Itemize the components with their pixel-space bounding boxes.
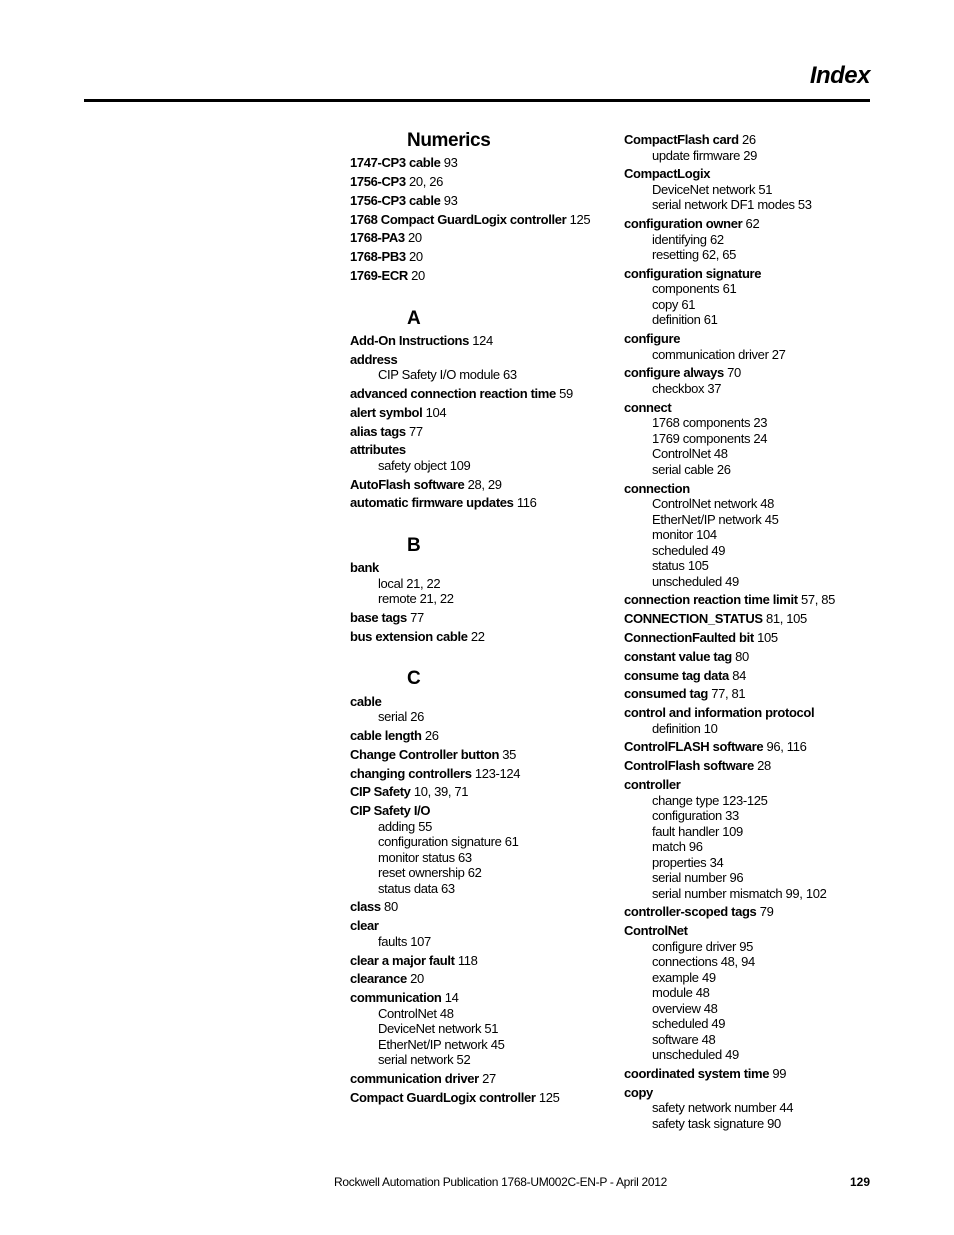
index-subentry: serial network DF1 modes 53 bbox=[652, 197, 812, 213]
index-pages: 81, 105 bbox=[762, 611, 807, 627]
index-term: ConnectionFaulted bit bbox=[624, 629, 754, 645]
index-term: cable bbox=[350, 693, 382, 709]
index-subentry: serial network 52 bbox=[378, 1052, 471, 1068]
index-section-heading: Numerics bbox=[407, 130, 491, 151]
index-section-heading: A bbox=[407, 307, 421, 329]
index-pages: 125 bbox=[566, 211, 591, 227]
index-entry bbox=[350, 268, 610, 284]
index-term: CIP Safety bbox=[350, 784, 411, 800]
index-entry bbox=[350, 386, 610, 402]
index-pages: 77 bbox=[405, 423, 423, 439]
index-term: ControlNet bbox=[624, 923, 688, 939]
index-entry bbox=[350, 405, 610, 421]
index-entry bbox=[350, 728, 610, 744]
index-pages: 62 bbox=[742, 216, 760, 232]
index-term: CONNECTION_STATUS bbox=[624, 611, 763, 627]
index-entry bbox=[624, 668, 864, 684]
index-entry bbox=[624, 1066, 864, 1082]
index-subentry: safety network number 44 bbox=[652, 1100, 794, 1116]
index-term: ControlFLASH software bbox=[624, 739, 764, 755]
index-pages: 14 bbox=[441, 990, 459, 1006]
index-term: configure bbox=[624, 331, 681, 347]
index-term: clear bbox=[350, 918, 379, 934]
index-entry bbox=[624, 166, 864, 182]
index-entry bbox=[624, 216, 864, 232]
index-entry bbox=[624, 365, 864, 381]
footer-page-number: 129 bbox=[849, 1175, 870, 1189]
index-entry bbox=[350, 766, 610, 782]
index-entry bbox=[350, 953, 610, 969]
index-subentry: unscheduled 49 bbox=[652, 573, 739, 589]
index-term: alias tags bbox=[350, 423, 406, 439]
index-subentry: resetting 62, 65 bbox=[652, 247, 737, 263]
index-entry bbox=[350, 424, 610, 440]
index-term: configuration signature bbox=[624, 265, 762, 281]
index-subentry: software 48 bbox=[652, 1031, 716, 1047]
index-entry bbox=[624, 1085, 864, 1101]
index-subentry: DeviceNet network 51 bbox=[652, 181, 773, 197]
index-pages: 79 bbox=[756, 904, 774, 920]
index-subentry: ControlNet 48 bbox=[652, 446, 728, 462]
index-subentry: copy 61 bbox=[652, 296, 696, 312]
index-entry bbox=[350, 560, 610, 576]
index-term: clearance bbox=[350, 971, 407, 987]
index-subentry: components 61 bbox=[652, 281, 737, 297]
index-subentry: scheduled 49 bbox=[652, 1016, 726, 1032]
index-subentry: DeviceNet network 51 bbox=[378, 1021, 499, 1037]
index-subentry: scheduled 49 bbox=[652, 542, 726, 558]
index-subentry: fault handler 109 bbox=[652, 823, 743, 839]
index-entry bbox=[624, 611, 864, 627]
index-subentry: reset ownership 62 bbox=[378, 865, 482, 881]
index-term: 1769-ECR bbox=[350, 268, 408, 284]
index-term: consumed tag bbox=[624, 686, 708, 702]
index-pages: 84 bbox=[728, 667, 746, 683]
index-entry bbox=[624, 400, 864, 416]
index-subentry: communication driver 27 bbox=[652, 346, 786, 362]
index-pages: 125 bbox=[535, 1089, 560, 1105]
index-subentry: ControlNet network 48 bbox=[652, 496, 774, 512]
index-term: 1768-PB3 bbox=[350, 249, 406, 265]
index-term: base tags bbox=[350, 610, 407, 626]
index-term: coordinated system time bbox=[624, 1065, 770, 1081]
index-subentry: unscheduled 49 bbox=[652, 1047, 739, 1063]
page-title: Index bbox=[809, 62, 870, 89]
index-entry bbox=[350, 230, 610, 246]
index-subentry: overview 48 bbox=[652, 1000, 718, 1016]
index-entry bbox=[350, 899, 610, 915]
index-entry bbox=[350, 803, 610, 819]
index-entry bbox=[350, 629, 610, 645]
index-term: controller-scoped tags bbox=[624, 904, 757, 920]
index-entry bbox=[624, 904, 864, 920]
index-term: controller bbox=[624, 777, 681, 793]
index-subentry: 1768 components 23 bbox=[652, 415, 768, 431]
index-subentry: serial 26 bbox=[378, 709, 424, 725]
index-pages: 123-124 bbox=[471, 765, 521, 781]
index-pages: 124 bbox=[469, 332, 493, 348]
index-pages: 35 bbox=[499, 746, 517, 762]
index-pages: 22 bbox=[467, 628, 485, 644]
title-rule bbox=[84, 99, 870, 102]
index-entry bbox=[624, 923, 864, 939]
index-term: Change Controller button bbox=[350, 746, 500, 762]
index-entry bbox=[624, 331, 864, 347]
index-subentry: status 105 bbox=[652, 558, 709, 574]
index-column-left bbox=[350, 130, 610, 1105]
index-pages: 77, 81 bbox=[707, 686, 746, 702]
index-term: Add-On Instructions bbox=[350, 332, 470, 348]
index-pages: 93 bbox=[440, 192, 458, 208]
index-term: ControlFlash software bbox=[624, 758, 754, 774]
index-entry bbox=[350, 1071, 610, 1087]
index-subentry: connections 48, 94 bbox=[652, 954, 755, 970]
index-subentry: local 21, 22 bbox=[378, 575, 441, 591]
index-term: cable length bbox=[350, 727, 422, 743]
index-pages: 80 bbox=[731, 648, 749, 664]
index-subentry: serial number 96 bbox=[652, 870, 744, 886]
index-entry bbox=[624, 481, 864, 497]
index-entry bbox=[624, 758, 864, 774]
index-subentry: identifying 62 bbox=[652, 231, 724, 247]
index-subentry: faults 107 bbox=[378, 933, 431, 949]
index-pages: 77 bbox=[406, 610, 424, 626]
index-subentry: status data 63 bbox=[378, 880, 455, 896]
index-subentry: module 48 bbox=[652, 985, 710, 1001]
index-subentry: change type 123-125 bbox=[652, 792, 768, 808]
index-term: clear a major fault bbox=[350, 952, 455, 968]
index-entry bbox=[350, 352, 610, 368]
index-pages: 99 bbox=[769, 1065, 787, 1081]
index-entry bbox=[624, 705, 864, 721]
index-term: Compact GuardLogix controller bbox=[350, 1089, 536, 1105]
index-pages: 70 bbox=[723, 365, 741, 381]
index-subentry: monitor status 63 bbox=[378, 849, 472, 865]
index-term: bank bbox=[350, 560, 379, 576]
index-entry bbox=[350, 155, 610, 171]
index-pages: 57, 85 bbox=[797, 592, 836, 608]
index-term: automatic firmware updates bbox=[350, 495, 514, 511]
index-term: constant value tag bbox=[624, 648, 732, 664]
index-column-right bbox=[624, 130, 864, 1131]
index-section-heading: C bbox=[407, 668, 421, 690]
index-term: connect bbox=[624, 399, 672, 415]
index-entry bbox=[350, 918, 610, 934]
index-subentry: configuration 33 bbox=[652, 808, 739, 824]
index-pages: 20 bbox=[404, 230, 422, 246]
index-entry bbox=[624, 777, 864, 793]
index-entry bbox=[350, 193, 610, 209]
index-pages: 20 bbox=[405, 249, 423, 265]
index-subentry: serial number mismatch 99, 102 bbox=[652, 885, 827, 901]
index-entry bbox=[350, 1090, 610, 1106]
index-entry bbox=[350, 784, 610, 800]
index-subentry: 1769 components 24 bbox=[652, 430, 768, 446]
index-subentry: match 96 bbox=[652, 839, 703, 855]
index-pages: 93 bbox=[440, 155, 458, 171]
index-subentry: EtherNet/IP network 45 bbox=[652, 511, 779, 527]
index-entry bbox=[350, 477, 610, 493]
index-entry bbox=[350, 495, 610, 511]
index-entry bbox=[624, 739, 864, 755]
index-subentry: adding 55 bbox=[378, 818, 432, 834]
index-pages: 20, 26 bbox=[405, 174, 444, 190]
index-entry bbox=[350, 971, 610, 987]
index-term: 1756-CP3 bbox=[350, 174, 406, 190]
index-entry bbox=[350, 442, 610, 458]
index-term: CIP Safety I/O bbox=[350, 803, 431, 819]
index-subentry: remote 21, 22 bbox=[378, 591, 454, 607]
index-entry bbox=[624, 132, 864, 148]
index-entry bbox=[350, 333, 610, 349]
index-entry bbox=[350, 249, 610, 265]
index-term: AutoFlash software bbox=[350, 476, 465, 492]
index-subentry: configure driver 95 bbox=[652, 938, 754, 954]
index-entry bbox=[350, 174, 610, 190]
index-term: attributes bbox=[350, 442, 406, 458]
index-pages: 104 bbox=[422, 404, 447, 420]
index-pages: 10, 39, 71 bbox=[410, 784, 469, 800]
index-entry bbox=[624, 630, 864, 646]
index-subentry: configuration signature 61 bbox=[378, 834, 519, 850]
index-pages: 20 bbox=[407, 268, 425, 284]
index-pages: 27 bbox=[478, 1070, 496, 1086]
index-subentry: CIP Safety I/O module 63 bbox=[378, 367, 517, 383]
index-entry bbox=[350, 610, 610, 626]
index-subentry: checkbox 37 bbox=[652, 380, 722, 396]
index-pages: 20 bbox=[406, 971, 424, 987]
index-subentry: definition 10 bbox=[652, 720, 718, 736]
index-term: connection bbox=[624, 480, 690, 496]
index-term: 1768 Compact GuardLogix controller bbox=[350, 211, 567, 227]
index-term: alert symbol bbox=[350, 404, 423, 420]
index-term: CompactLogix bbox=[624, 166, 711, 182]
index-term: consume tag data bbox=[624, 667, 729, 683]
index-pages: 80 bbox=[380, 899, 398, 915]
index-term: 1756-CP3 cable bbox=[350, 192, 441, 208]
index-subentry: update firmware 29 bbox=[652, 147, 757, 163]
index-subentry: safety task signature 90 bbox=[652, 1115, 781, 1131]
index-pages: 96, 116 bbox=[763, 739, 807, 755]
index-entry bbox=[624, 592, 864, 608]
index-pages: 26 bbox=[421, 727, 439, 743]
index-term: 1768-PA3 bbox=[350, 230, 405, 246]
index-term: advanced connection reaction time bbox=[350, 385, 556, 401]
index-pages: 105 bbox=[753, 629, 778, 645]
index-term: bus extension cable bbox=[350, 628, 468, 644]
index-term: changing controllers bbox=[350, 765, 472, 781]
index-term: configure always bbox=[624, 365, 724, 381]
index-entry bbox=[350, 694, 610, 710]
index-subentry: properties 34 bbox=[652, 854, 724, 870]
index-entry bbox=[350, 747, 610, 763]
index-term: configuration owner bbox=[624, 216, 743, 232]
index-subentry: example 49 bbox=[652, 969, 716, 985]
index-term: connection reaction time limit bbox=[624, 592, 798, 608]
index-term: class bbox=[350, 899, 381, 915]
footer-publication: Rockwell Automation Publication 1768-UM002C-EN-P - April 2012 bbox=[334, 1175, 667, 1189]
index-term: communication bbox=[350, 990, 442, 1006]
index-entry bbox=[624, 649, 864, 665]
index-term: control and information protocol bbox=[624, 705, 815, 721]
index-pages: 59 bbox=[555, 385, 573, 401]
index-subentry: ControlNet 48 bbox=[378, 1005, 454, 1021]
index-entry bbox=[350, 990, 610, 1006]
index-pages: 116 bbox=[513, 495, 537, 511]
index-pages: 28, 29 bbox=[464, 476, 502, 492]
index-subentry: safety object 109 bbox=[378, 457, 471, 473]
index-entry bbox=[624, 266, 864, 282]
index-term: CompactFlash card bbox=[624, 132, 739, 147]
index-subentry: serial cable 26 bbox=[652, 461, 731, 477]
index-subentry: EtherNet/IP network 45 bbox=[378, 1036, 505, 1052]
index-term: 1747-CP3 cable bbox=[350, 155, 441, 171]
index-entry bbox=[350, 212, 610, 228]
index-section-heading: B bbox=[407, 534, 421, 556]
index-term: communication driver bbox=[350, 1070, 479, 1086]
index-pages: 28 bbox=[753, 758, 771, 774]
index-subentry: monitor 104 bbox=[652, 527, 717, 543]
index-term: address bbox=[350, 351, 398, 367]
index-entry bbox=[624, 686, 864, 702]
index-subentry: definition 61 bbox=[652, 312, 718, 328]
index-pages: 26 bbox=[738, 132, 756, 147]
index-term: copy bbox=[624, 1084, 653, 1100]
index-pages: 118 bbox=[454, 952, 478, 968]
